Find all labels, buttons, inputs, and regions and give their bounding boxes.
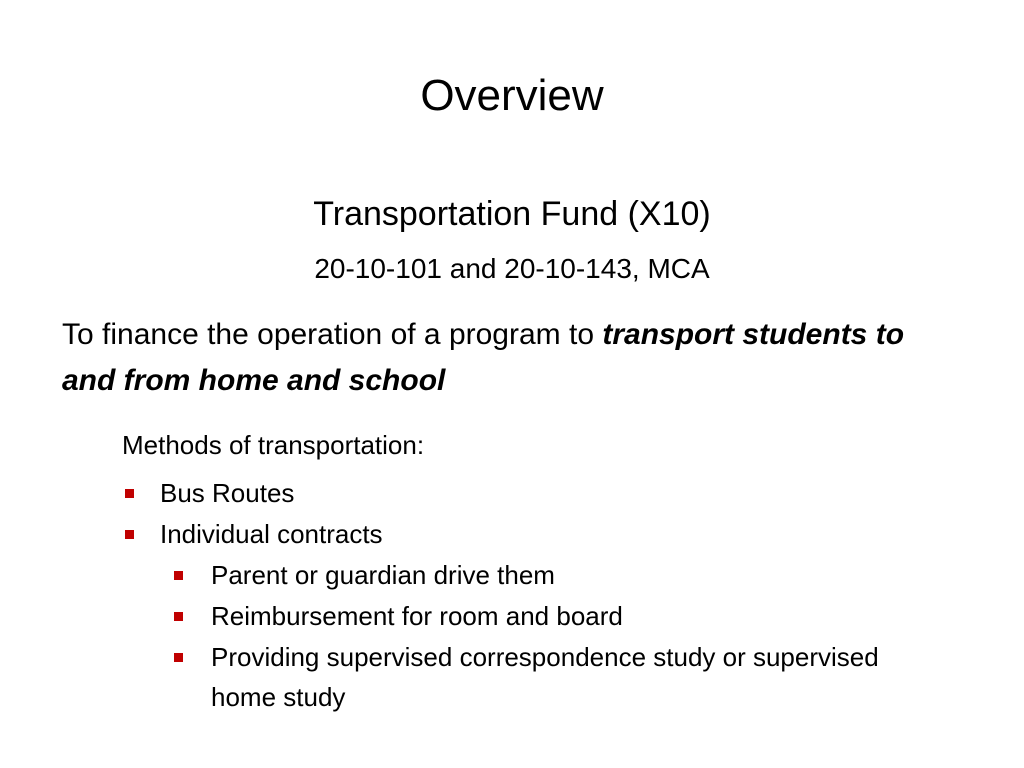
methods-heading: Methods of transportation: <box>122 430 425 460</box>
list-item-label: Individual contracts <box>160 519 383 549</box>
list-item <box>160 514 383 554</box>
square-bullet-icon <box>125 489 134 498</box>
square-bullet-icon <box>125 530 134 539</box>
sub-list-item <box>211 555 555 595</box>
square-bullet-icon <box>174 653 183 662</box>
statute-citation: 20-10-101 and 20-10-143, MCA <box>314 253 710 284</box>
fund-subtitle: Transportation Fund (X10) <box>313 195 711 233</box>
sub-list-item-label: Parent or guardian drive them <box>211 560 555 590</box>
purpose-emphasis: transport students to and from home and school <box>62 318 905 397</box>
purpose-lead: To finance the operation of a program to <box>62 318 603 351</box>
sub-list-item-label: Reimbursement for room and board <box>211 601 623 631</box>
sub-list-item <box>211 637 911 717</box>
square-bullet-icon <box>174 612 183 621</box>
slide-title: Overview <box>420 71 604 120</box>
square-bullet-icon <box>174 571 183 580</box>
sub-list-item-label: Providing supervised correspondence study or supervised home study <box>211 642 879 712</box>
sub-list-item <box>211 596 623 636</box>
list-item <box>160 473 294 513</box>
purpose-statement <box>62 312 962 404</box>
list-item-label: Bus Routes <box>160 478 295 508</box>
